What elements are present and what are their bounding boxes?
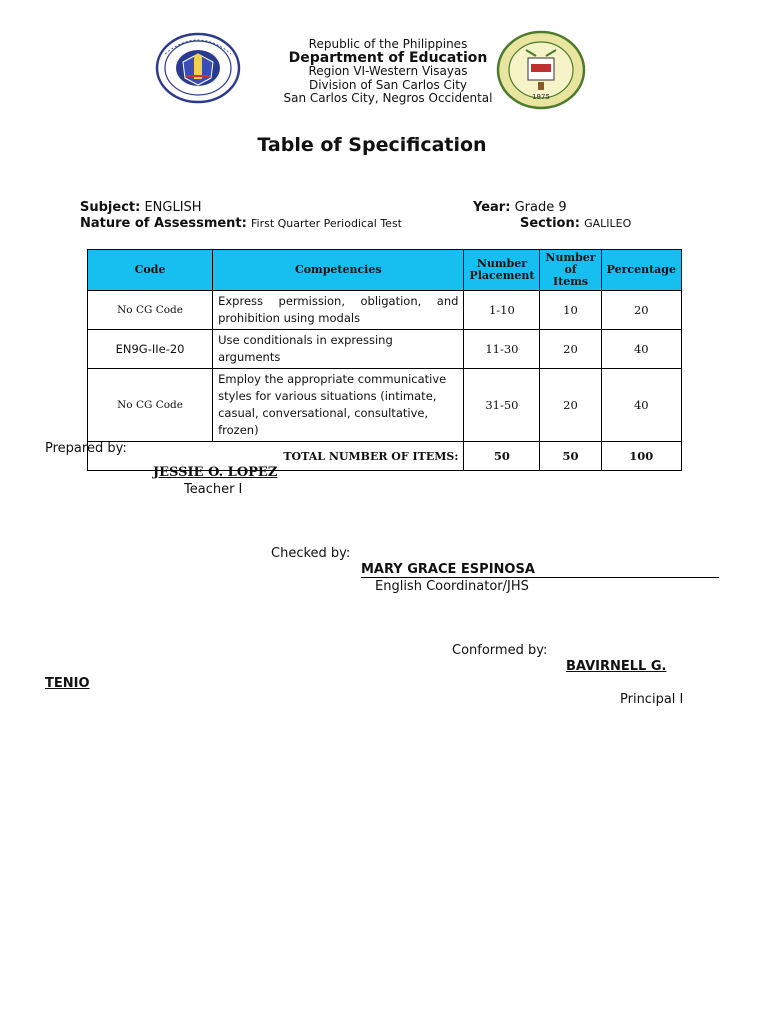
prepared-by-label: Prepared by: — [45, 441, 127, 456]
competency-cell: Use conditionals in expressing arguments — [213, 330, 464, 369]
code-cell: EN9G-IIe-20 — [88, 330, 213, 369]
placement-cell: 31-50 — [464, 369, 540, 442]
svg-text:1975: 1975 — [532, 93, 550, 101]
year-line — [473, 200, 567, 215]
document-title: Table of Specification — [257, 134, 487, 156]
nature-value: First Quarter Periodical Test — [251, 217, 402, 230]
placement-cell: 1-10 — [464, 291, 540, 330]
section-line — [520, 216, 631, 231]
table-header-row — [88, 250, 682, 291]
year-label: Year: — [473, 200, 511, 215]
total-label: TOTAL NUMBER OF ITEMS: — [88, 442, 464, 471]
percentage-cell: 40 — [601, 330, 681, 369]
table-row — [88, 330, 682, 369]
checked-by-label: Checked by: — [271, 546, 351, 561]
subject-label: Subject: — [80, 200, 141, 215]
prepared-by-title: Teacher I — [184, 482, 243, 497]
header-division: Division of San Carlos City — [308, 77, 468, 92]
header-city: San Carlos City, Negros Occidental — [283, 91, 493, 105]
code-cell: No CG Code — [88, 369, 213, 442]
header-number-of-items: Number of Items — [540, 250, 601, 291]
section-label: Section: — [520, 216, 580, 231]
competency-cell: Express permission, obligation, and prohibition using modals — [213, 291, 464, 330]
header-number-placement: Number Placement — [464, 250, 540, 291]
percentage-cell: 20 — [601, 291, 681, 330]
checked-by-name: MARY GRACE ESPINOSA — [361, 562, 535, 577]
subject-line — [80, 200, 202, 215]
total-placement: 50 — [464, 442, 540, 471]
prepared-by-name: JESSIE O. LOPEZ — [153, 465, 278, 480]
header-competencies: Competencies — [213, 250, 464, 291]
year-value: Grade 9 — [514, 200, 567, 215]
nature-label: Nature of Assessment: — [80, 216, 247, 231]
conformed-by-label: Conformed by: — [452, 643, 548, 658]
section-value: GALILEO — [584, 217, 632, 230]
placement-cell: 11-30 — [464, 330, 540, 369]
table-row — [88, 369, 682, 442]
percentage-cell: 40 — [601, 369, 681, 442]
competency-cell: Employ the appropriate communicative styles for various situations (intimate, casual, conversational, consultative, frozen) — [213, 369, 464, 442]
items-cell: 20 — [540, 369, 601, 442]
header-code: Code — [88, 250, 213, 291]
conformed-by-title: Principal I — [620, 692, 684, 707]
letterhead — [230, 38, 546, 106]
checked-by-title: English Coordinator/JHS — [375, 579, 529, 594]
total-percentage: 100 — [601, 442, 681, 471]
checked-by-name-line — [361, 563, 719, 578]
items-cell: 10 — [540, 291, 601, 330]
conformed-by-name-last: TENIO — [45, 676, 90, 691]
header-republic: Republic of the Philippines — [308, 37, 468, 51]
items-cell: 20 — [540, 330, 601, 369]
nature-line — [80, 216, 402, 231]
specification-table — [87, 249, 682, 471]
conformed-by-name-first: BAVIRNELL G. — [566, 659, 667, 674]
header-percentage: Percentage — [601, 250, 681, 291]
total-items: 50 — [540, 442, 601, 471]
code-cell: No CG Code — [88, 291, 213, 330]
table-row — [88, 291, 682, 330]
deped-seal-logo — [155, 32, 241, 104]
header-department: Department of Education — [288, 49, 488, 66]
subject-value: ENGLISH — [144, 200, 202, 215]
header-region: Region VI-Western Visayas — [308, 64, 468, 78]
